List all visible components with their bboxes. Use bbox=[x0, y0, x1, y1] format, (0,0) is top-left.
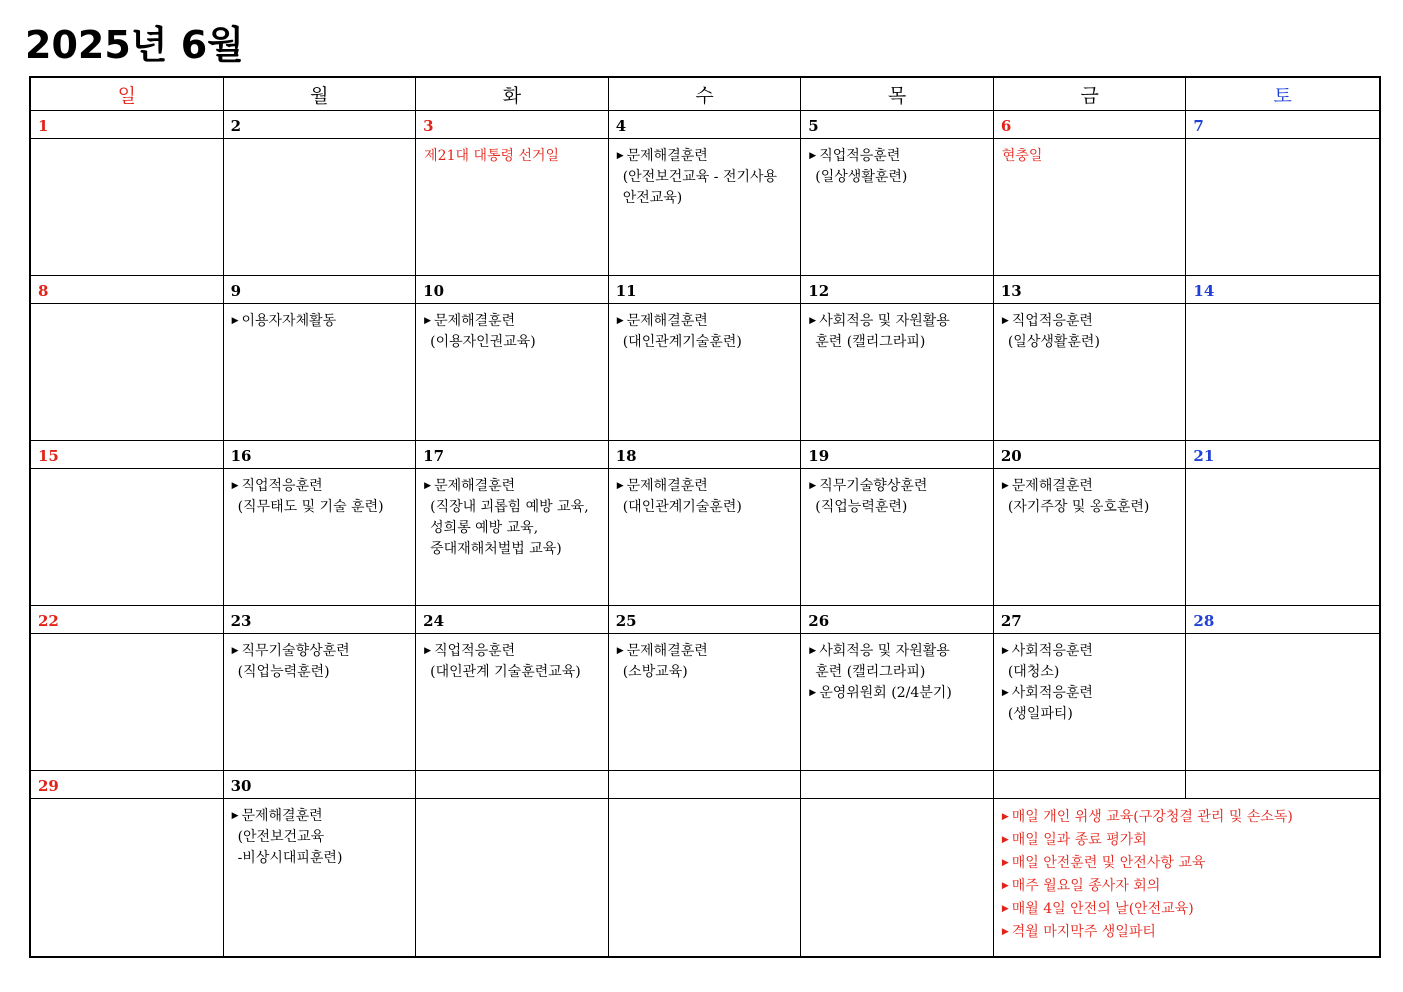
date-number bbox=[609, 771, 802, 799]
entry-text: 직업적응훈련 bbox=[241, 478, 323, 494]
date-number bbox=[416, 771, 609, 799]
bullet-triangle-icon: ▶ bbox=[231, 646, 239, 656]
entry-detail bbox=[809, 662, 987, 683]
entry-detail bbox=[617, 662, 795, 683]
schedule-entry bbox=[232, 641, 410, 683]
date-number: 21 bbox=[1186, 441, 1379, 469]
bullet-triangle-icon: ▶ bbox=[616, 481, 624, 491]
day-cell bbox=[1186, 304, 1379, 441]
entry-text: 문제해결훈련 bbox=[434, 313, 516, 329]
schedule-entry bbox=[617, 311, 795, 353]
entry-text: 문제해결훈련 bbox=[626, 148, 708, 164]
entry-detail bbox=[1002, 497, 1180, 518]
weekday-thursday: 목 bbox=[801, 78, 994, 111]
date-number: 14 bbox=[1186, 276, 1379, 304]
entry-text: 이용자자체활동 bbox=[241, 313, 337, 329]
day-cell bbox=[801, 304, 994, 441]
date-number: 20 bbox=[994, 441, 1187, 469]
date-number: 17 bbox=[416, 441, 609, 469]
day-cell bbox=[224, 304, 417, 441]
day-cell bbox=[994, 469, 1187, 606]
bullet-triangle-icon: ▶ bbox=[231, 811, 239, 821]
entry-detail bbox=[232, 662, 410, 683]
day-cell bbox=[609, 799, 802, 956]
entry-title bbox=[424, 146, 602, 167]
entry-text: 직무기술향상훈련 bbox=[819, 478, 928, 494]
entry-detail bbox=[424, 662, 602, 683]
day-cell bbox=[801, 799, 994, 956]
day-cell bbox=[994, 139, 1187, 276]
date-number: 12 bbox=[801, 276, 994, 304]
schedule-entry bbox=[809, 146, 987, 188]
entry-text: 직무기술향상훈련 bbox=[241, 643, 350, 659]
date-number: 19 bbox=[801, 441, 994, 469]
entry-text: 직업적응훈련 bbox=[1011, 313, 1093, 329]
date-number: 7 bbox=[1186, 111, 1379, 139]
weekday-monday: 월 bbox=[224, 78, 417, 111]
date-number: 22 bbox=[31, 606, 224, 634]
schedule-entry bbox=[232, 311, 410, 332]
entry-text: 사회적응 및 자원활용 bbox=[819, 643, 950, 659]
day-cell bbox=[801, 139, 994, 276]
date-number: 26 bbox=[801, 606, 994, 634]
note-item bbox=[1002, 806, 1373, 829]
day-cell bbox=[31, 634, 224, 771]
calendar-grid bbox=[29, 76, 1381, 958]
entry-text: (대인관계기술훈련) bbox=[622, 499, 742, 515]
entry-text: (대인관계 기술훈련교육) bbox=[430, 664, 581, 680]
date-number bbox=[801, 771, 994, 799]
bullet-triangle-icon: ▶ bbox=[1001, 858, 1009, 868]
entry-title bbox=[424, 641, 602, 662]
entry-detail bbox=[809, 497, 987, 518]
entry-text: (소방교육) bbox=[622, 664, 688, 680]
bullet-triangle-icon: ▶ bbox=[1001, 688, 1009, 698]
date-number: 1 bbox=[31, 111, 224, 139]
date-number: 18 bbox=[609, 441, 802, 469]
schedule-entry bbox=[232, 806, 410, 869]
date-number bbox=[994, 771, 1187, 799]
day-cell bbox=[1186, 469, 1379, 606]
day-cell bbox=[224, 634, 417, 771]
date-number: 9 bbox=[224, 276, 417, 304]
entry-text: 사회적응훈련 bbox=[1011, 685, 1093, 701]
entry-text: 문제해결훈련 bbox=[626, 313, 708, 329]
bullet-triangle-icon: ▶ bbox=[809, 688, 817, 698]
date-number: 8 bbox=[31, 276, 224, 304]
entry-text: (일상생활훈련) bbox=[815, 169, 908, 185]
bullet-triangle-icon: ▶ bbox=[809, 316, 817, 326]
entry-text: 직업적응훈련 bbox=[434, 643, 516, 659]
schedule-entry bbox=[617, 146, 795, 209]
day-cell bbox=[31, 304, 224, 441]
entry-text: 사회적응훈련 bbox=[1011, 643, 1093, 659]
note-text: 매일 일과 종료 평가회 bbox=[1011, 832, 1147, 848]
entry-text: 현충일 bbox=[1001, 148, 1043, 164]
schedule-entry bbox=[809, 683, 987, 704]
bullet-triangle-icon: ▶ bbox=[809, 646, 817, 656]
entry-title bbox=[809, 146, 987, 167]
schedule-entry bbox=[232, 476, 410, 518]
bullet-triangle-icon: ▶ bbox=[424, 316, 432, 326]
day-cell bbox=[609, 304, 802, 441]
date-number bbox=[1186, 771, 1379, 799]
entry-title bbox=[1002, 683, 1180, 704]
entry-detail bbox=[617, 188, 795, 209]
day-cell bbox=[609, 139, 802, 276]
entry-title bbox=[1002, 311, 1180, 332]
entry-title bbox=[809, 476, 987, 497]
entry-text: 성희롱 예방 교육, bbox=[430, 520, 539, 536]
day-cell bbox=[31, 469, 224, 606]
day-cell bbox=[994, 304, 1187, 441]
schedule-entry bbox=[424, 641, 602, 683]
schedule-entry bbox=[809, 641, 987, 683]
weekday-friday: 금 bbox=[994, 78, 1187, 111]
entry-text: (일상생활훈련) bbox=[1007, 334, 1100, 350]
entry-text: 훈련 (캘리그라피) bbox=[815, 664, 926, 680]
entry-text: 직업적응훈련 bbox=[819, 148, 901, 164]
entry-text: (직업능력훈련) bbox=[237, 664, 330, 680]
entry-detail bbox=[809, 167, 987, 188]
date-number: 23 bbox=[224, 606, 417, 634]
bullet-triangle-icon: ▶ bbox=[1001, 881, 1009, 891]
date-number: 5 bbox=[801, 111, 994, 139]
note-text: 매월 4일 안전의 날(안전교육) bbox=[1011, 901, 1194, 917]
bullet-triangle-icon: ▶ bbox=[1001, 904, 1009, 914]
entry-detail bbox=[1002, 332, 1180, 353]
bullet-triangle-icon: ▶ bbox=[1001, 481, 1009, 491]
day-cell bbox=[609, 469, 802, 606]
day-cell bbox=[416, 304, 609, 441]
day-cell bbox=[416, 634, 609, 771]
note-item bbox=[1002, 829, 1373, 852]
entry-detail bbox=[232, 497, 410, 518]
entry-title bbox=[809, 641, 987, 662]
bullet-triangle-icon: ▶ bbox=[616, 316, 624, 326]
entry-title bbox=[232, 806, 410, 827]
schedule-entry bbox=[424, 146, 602, 167]
bullet-triangle-icon: ▶ bbox=[616, 151, 624, 161]
note-item bbox=[1002, 875, 1373, 898]
entry-text: -비상시대피훈련) bbox=[237, 850, 343, 866]
entry-detail bbox=[617, 167, 795, 188]
entry-title bbox=[617, 311, 795, 332]
day-cell bbox=[416, 469, 609, 606]
entry-text: (안전보건교육 - 전기사용 bbox=[622, 169, 778, 185]
schedule-entry bbox=[424, 311, 602, 353]
schedule-entry bbox=[1002, 311, 1180, 353]
date-number: 6 bbox=[994, 111, 1187, 139]
note-item bbox=[1002, 898, 1373, 921]
bullet-triangle-icon: ▶ bbox=[809, 481, 817, 491]
note-text: 매일 개인 위생 교육(구강청결 관리 및 손소독) bbox=[1011, 809, 1293, 825]
day-cell bbox=[994, 634, 1187, 771]
schedule-entry bbox=[809, 476, 987, 518]
date-number: 28 bbox=[1186, 606, 1379, 634]
entry-text: (직무태도 및 기술 훈련) bbox=[237, 499, 384, 515]
date-number: 27 bbox=[994, 606, 1187, 634]
bullet-triangle-icon: ▶ bbox=[231, 481, 239, 491]
entry-title bbox=[809, 311, 987, 332]
schedule-entry bbox=[424, 476, 602, 560]
entry-text: (안전보건교육 bbox=[237, 829, 325, 845]
schedule-entry bbox=[1002, 641, 1180, 683]
entry-text: (직업능력훈련) bbox=[815, 499, 908, 515]
schedule-entry bbox=[1002, 683, 1180, 725]
entry-text: 문제해결훈련 bbox=[626, 478, 708, 494]
entry-title bbox=[232, 311, 410, 332]
bullet-triangle-icon: ▶ bbox=[1001, 927, 1009, 937]
entry-text: (직장내 괴롭힘 예방 교육, bbox=[430, 499, 589, 515]
entry-title bbox=[424, 311, 602, 332]
bullet-triangle-icon: ▶ bbox=[1001, 646, 1009, 656]
entry-title bbox=[1002, 641, 1180, 662]
day-cell bbox=[224, 469, 417, 606]
date-number: 11 bbox=[609, 276, 802, 304]
entry-title bbox=[617, 641, 795, 662]
weekday-wednesday: 수 bbox=[609, 78, 802, 111]
day-cell bbox=[224, 799, 417, 956]
bullet-triangle-icon: ▶ bbox=[1001, 316, 1009, 326]
entry-title bbox=[617, 476, 795, 497]
entry-text: (대인관계기술훈련) bbox=[622, 334, 742, 350]
day-cell bbox=[801, 634, 994, 771]
entry-detail bbox=[424, 518, 602, 539]
date-number: 24 bbox=[416, 606, 609, 634]
date-number: 29 bbox=[31, 771, 224, 799]
note-text: 매일 안전훈련 및 안전사항 교육 bbox=[1011, 855, 1206, 871]
entry-detail bbox=[424, 332, 602, 353]
entry-text: (대청소) bbox=[1007, 664, 1060, 680]
entry-title bbox=[232, 476, 410, 497]
bullet-triangle-icon: ▶ bbox=[424, 481, 432, 491]
date-number: 10 bbox=[416, 276, 609, 304]
entry-detail bbox=[424, 497, 602, 518]
day-cell bbox=[1186, 634, 1379, 771]
bullet-triangle-icon: ▶ bbox=[231, 316, 239, 326]
entry-text: 제21대 대통령 선거일 bbox=[424, 148, 560, 164]
day-cell bbox=[224, 139, 417, 276]
date-number: 30 bbox=[224, 771, 417, 799]
date-number: 13 bbox=[994, 276, 1187, 304]
entry-text: 문제해결훈련 bbox=[434, 478, 516, 494]
entry-text: 운영위원회 (2/4분기) bbox=[819, 685, 952, 701]
schedule-entry bbox=[1002, 146, 1180, 167]
note-text: 매주 월요일 종사자 회의 bbox=[1011, 878, 1161, 894]
date-number: 4 bbox=[609, 111, 802, 139]
entry-title bbox=[1002, 146, 1180, 167]
weekday-tuesday: 화 bbox=[416, 78, 609, 111]
weekday-sunday: 일 bbox=[31, 78, 224, 111]
entry-detail bbox=[809, 332, 987, 353]
entry-detail bbox=[232, 848, 410, 869]
schedule-entry bbox=[617, 641, 795, 683]
date-number: 16 bbox=[224, 441, 417, 469]
entry-text: 안전교육) bbox=[622, 190, 683, 206]
entry-text: 사회적응 및 자원활용 bbox=[819, 313, 950, 329]
entry-text: (자기주장 및 옹호훈련) bbox=[1007, 499, 1150, 515]
entry-detail bbox=[617, 332, 795, 353]
date-number: 3 bbox=[416, 111, 609, 139]
day-cell bbox=[609, 634, 802, 771]
day-cell bbox=[416, 139, 609, 276]
entry-detail bbox=[1002, 704, 1180, 725]
schedule-entry bbox=[809, 311, 987, 353]
entry-text: 문제해결훈련 bbox=[241, 808, 323, 824]
entry-text: (생일파티) bbox=[1007, 706, 1073, 722]
bullet-triangle-icon: ▶ bbox=[809, 151, 817, 161]
bullet-triangle-icon: ▶ bbox=[1001, 812, 1009, 822]
entry-detail bbox=[1002, 662, 1180, 683]
day-cell bbox=[31, 799, 224, 956]
bullet-triangle-icon: ▶ bbox=[424, 646, 432, 656]
date-number: 15 bbox=[31, 441, 224, 469]
page-title: 2025년 6월 bbox=[25, 23, 244, 67]
bullet-triangle-icon: ▶ bbox=[1001, 835, 1009, 845]
day-cell bbox=[416, 799, 609, 956]
entry-detail bbox=[424, 539, 602, 560]
schedule-entry bbox=[617, 476, 795, 518]
monthly-notes bbox=[994, 799, 1379, 956]
entry-text: (이용자인권교육) bbox=[430, 334, 536, 350]
entry-title bbox=[1002, 476, 1180, 497]
entry-title bbox=[617, 146, 795, 167]
entry-title bbox=[809, 683, 987, 704]
day-cell bbox=[801, 469, 994, 606]
day-cell bbox=[1186, 139, 1379, 276]
schedule-entry bbox=[1002, 476, 1180, 518]
entry-title bbox=[424, 476, 602, 497]
entry-text: 문제해결훈련 bbox=[626, 643, 708, 659]
entry-text: 훈련 (캘리그라피) bbox=[815, 334, 926, 350]
weekday-saturday: 토 bbox=[1186, 78, 1379, 111]
date-number: 25 bbox=[609, 606, 802, 634]
day-cell bbox=[31, 139, 224, 276]
bullet-triangle-icon: ▶ bbox=[616, 646, 624, 656]
entry-text: 중대재해처벌법 교육) bbox=[430, 541, 562, 557]
entry-text: 문제해결훈련 bbox=[1011, 478, 1093, 494]
date-number: 2 bbox=[224, 111, 417, 139]
entry-detail bbox=[617, 497, 795, 518]
entry-title bbox=[232, 641, 410, 662]
note-text: 격월 마지막주 생일파티 bbox=[1011, 924, 1156, 940]
note-item bbox=[1002, 921, 1373, 944]
entry-detail bbox=[232, 827, 410, 848]
note-item bbox=[1002, 852, 1373, 875]
